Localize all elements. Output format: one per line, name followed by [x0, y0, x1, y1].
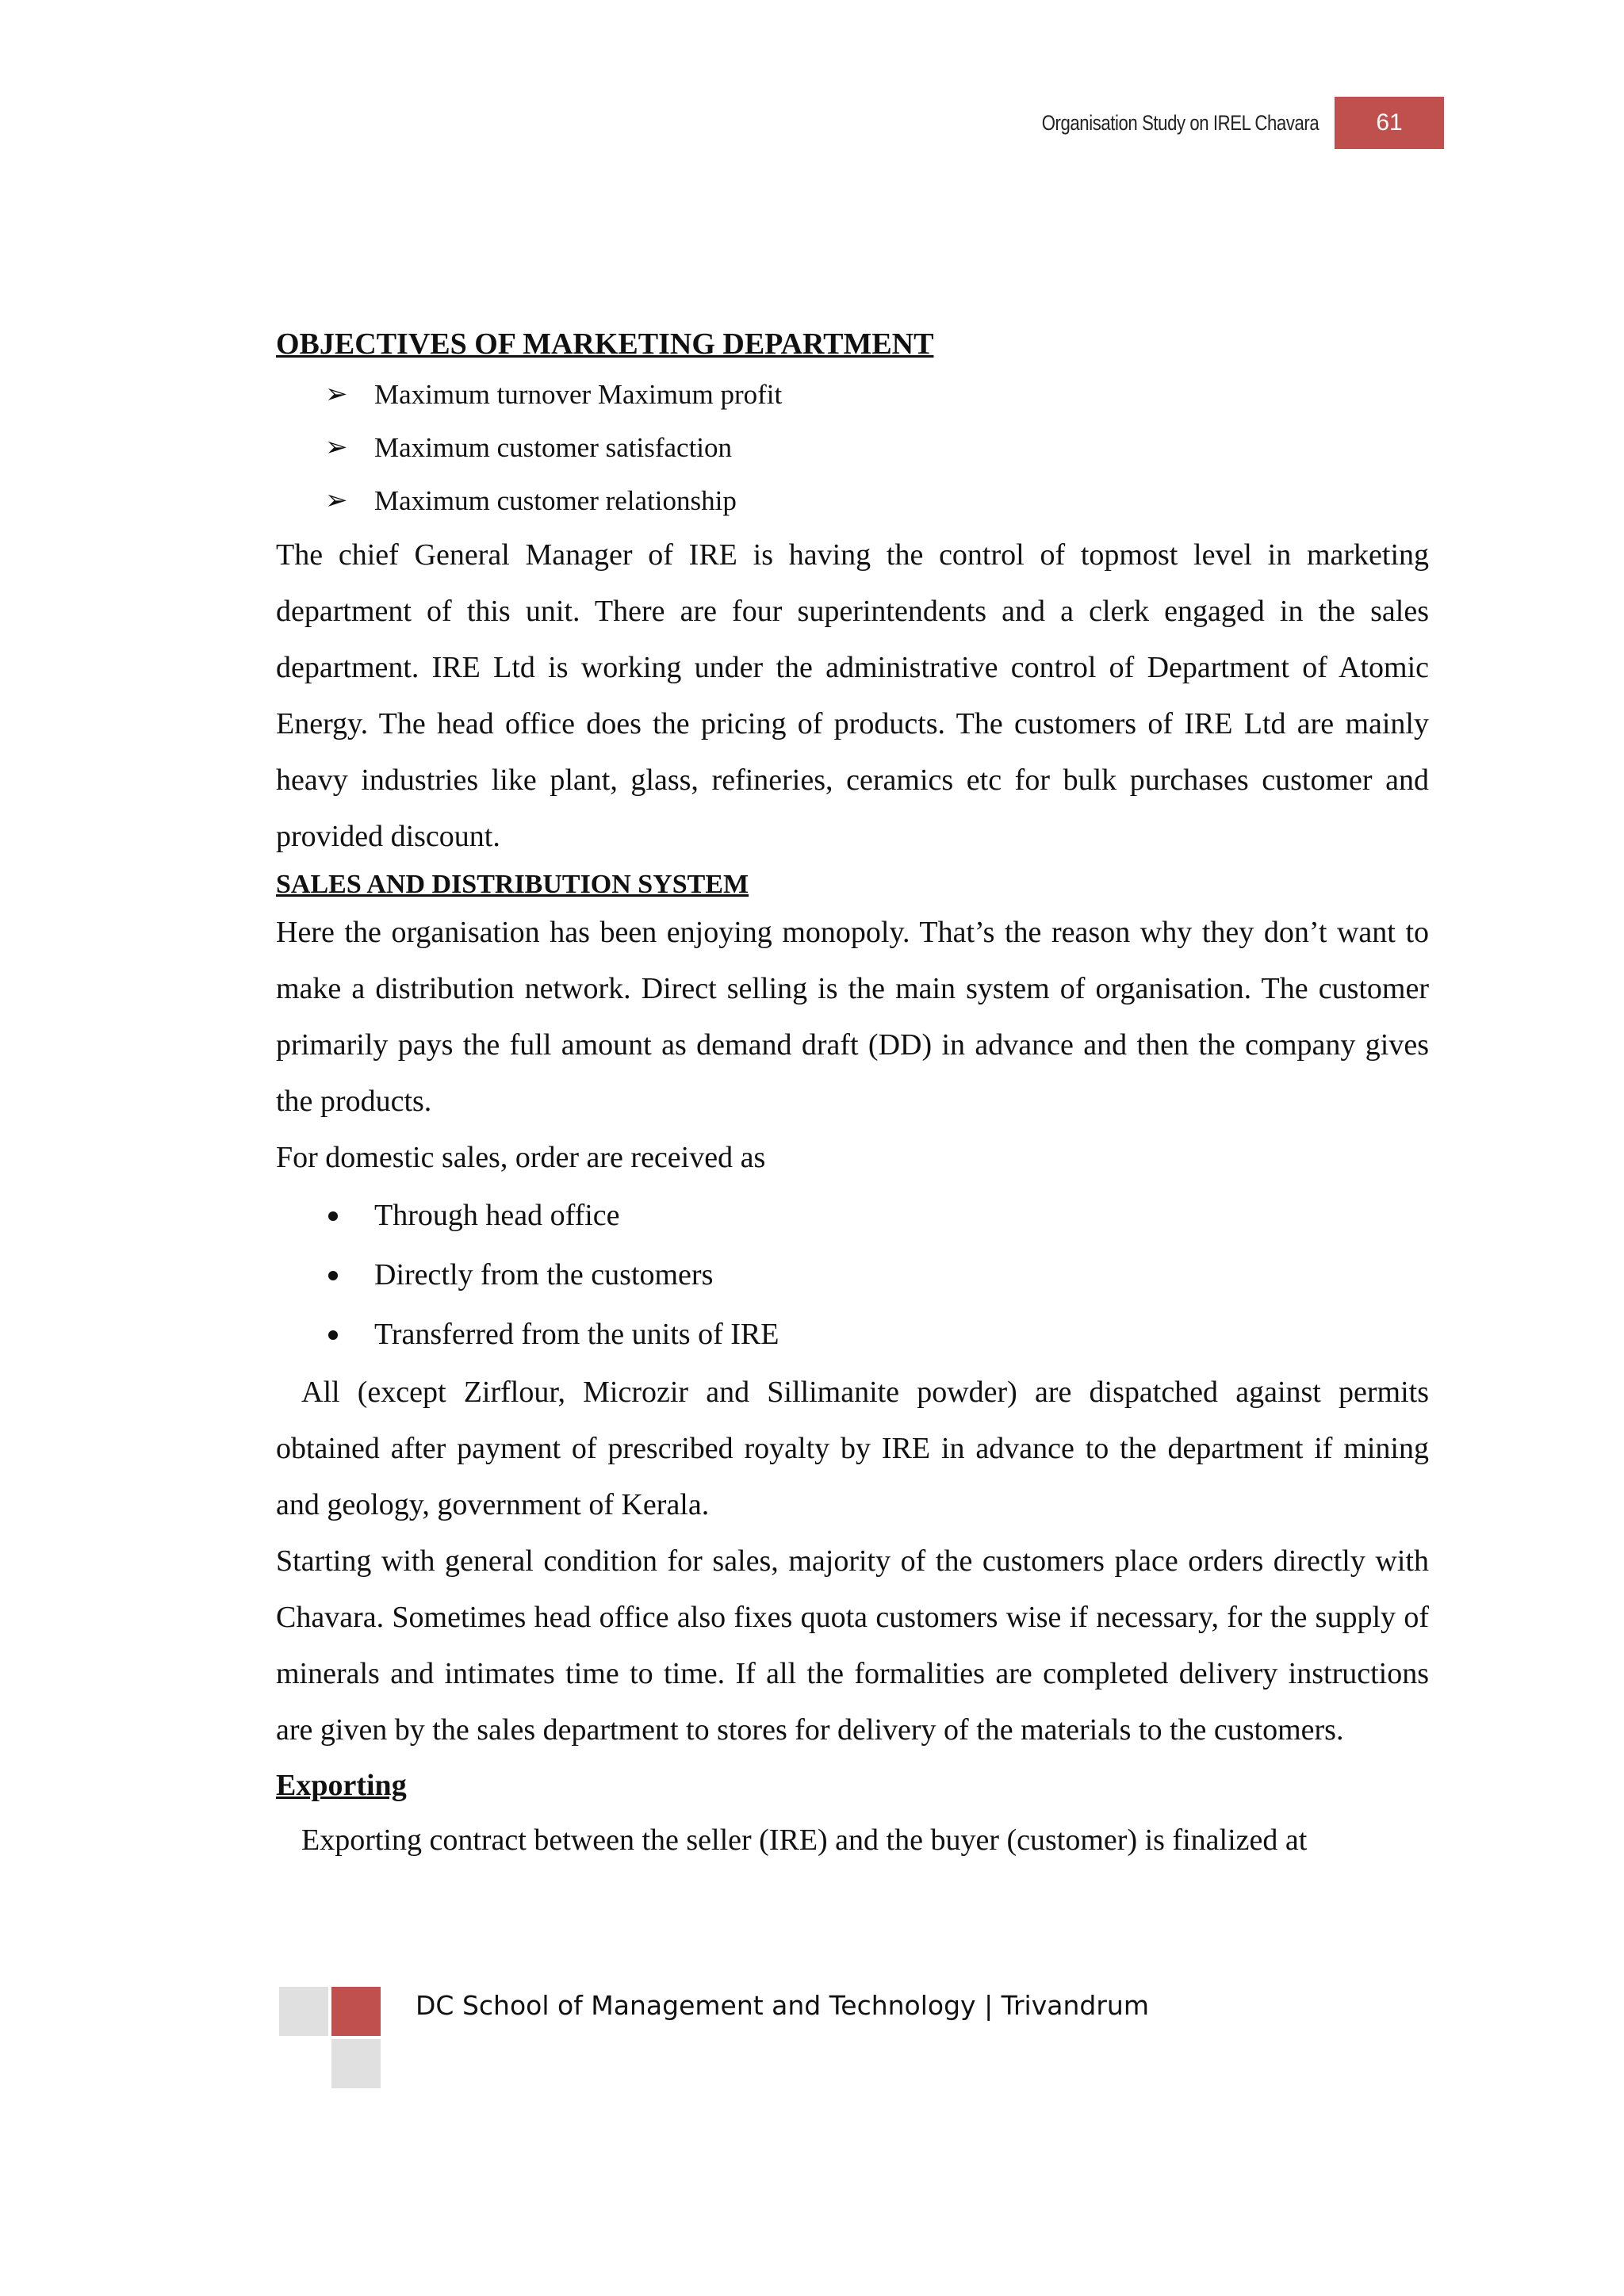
- footer-square-red: [331, 1987, 381, 2036]
- page-number: 61: [1335, 97, 1444, 149]
- bullet-icon: [328, 1330, 338, 1340]
- orders-list: [276, 1186, 1429, 1364]
- list-item: Directly from the customers: [276, 1246, 1429, 1305]
- list-item: Through head office: [276, 1186, 1429, 1246]
- objectives-list: [276, 368, 1429, 527]
- paragraph: Starting with general condition for sales, majority of the customers place orders directly with Chavara. Sometimes head office also fixes quota customers wise if necessary, for the supply of minerals and intimates time to time. If all the formalities are completed delivery instructions are given by the sales department to stores for delivery of the materials to the customers.: [276, 1544, 1429, 1747]
- paragraph: For domestic sales, order are received as: [276, 1141, 766, 1174]
- footer-text: DC School of Management and Technology | Trivandrum: [416, 1990, 1149, 2021]
- arrow-bullet-icon: ➢: [325, 433, 348, 462]
- footer-square-grey: [331, 2039, 381, 2088]
- list-item: Transferred from the units of IRE: [276, 1305, 1429, 1364]
- list-item: ➢ Maximum customer relationship: [276, 474, 1429, 527]
- list-item: ➢ Maximum customer satisfaction: [276, 421, 1429, 474]
- paragraph: Exporting contract between the seller (IRE) and the buyer (customer) is finalized at: [301, 1823, 1308, 1857]
- page-header: [981, 97, 1444, 149]
- bullet-icon: [328, 1271, 338, 1280]
- page-body: [276, 323, 1429, 1869]
- header-title: Organisation Study on IREL Chavara: [1041, 110, 1319, 135]
- arrow-bullet-icon: ➢: [325, 486, 348, 515]
- paragraph: All (except Zirflour, Microzir and Sillimanite powder) are dispatched against permits obtained after payment of prescribed royalty by IRE in advance to the department if mining and geology, government of Kerala.: [276, 1376, 1429, 1521]
- arrow-bullet-icon: ➢: [325, 380, 348, 409]
- footer-square-grey: [279, 1987, 328, 2036]
- list-item: ➢ Maximum turnover Maximum profit: [276, 368, 1429, 421]
- paragraph: Here the organisation has been enjoying monopoly. That’s the reason why they don’t want to make a distribution network. Direct selling is the main system of organisation. The customer primarily pays the full amount as demand draft (DD) in advance and then the company gives the products.: [276, 916, 1429, 1118]
- bullet-icon: [328, 1211, 338, 1221]
- objectives-heading: OBJECTIVES OF MARKETING DEPARTMENT: [276, 327, 934, 361]
- sales-heading: SALES AND DISTRIBUTION SYSTEM: [276, 870, 749, 899]
- exporting-heading: Exporting: [276, 1769, 407, 1802]
- paragraph: The chief General Manager of IRE is having the control of topmost level in marketing department of this unit. There are four superintendents and a clerk engaged in the sales department. IRE Ltd is working under the administrative control of Department of Atomic Energy. The head office does the pricing of products. The customers of IRE Ltd are mainly heavy industries like plant, glass, refineries, ceramics etc for bulk purchases customer and provided discount.: [276, 538, 1429, 853]
